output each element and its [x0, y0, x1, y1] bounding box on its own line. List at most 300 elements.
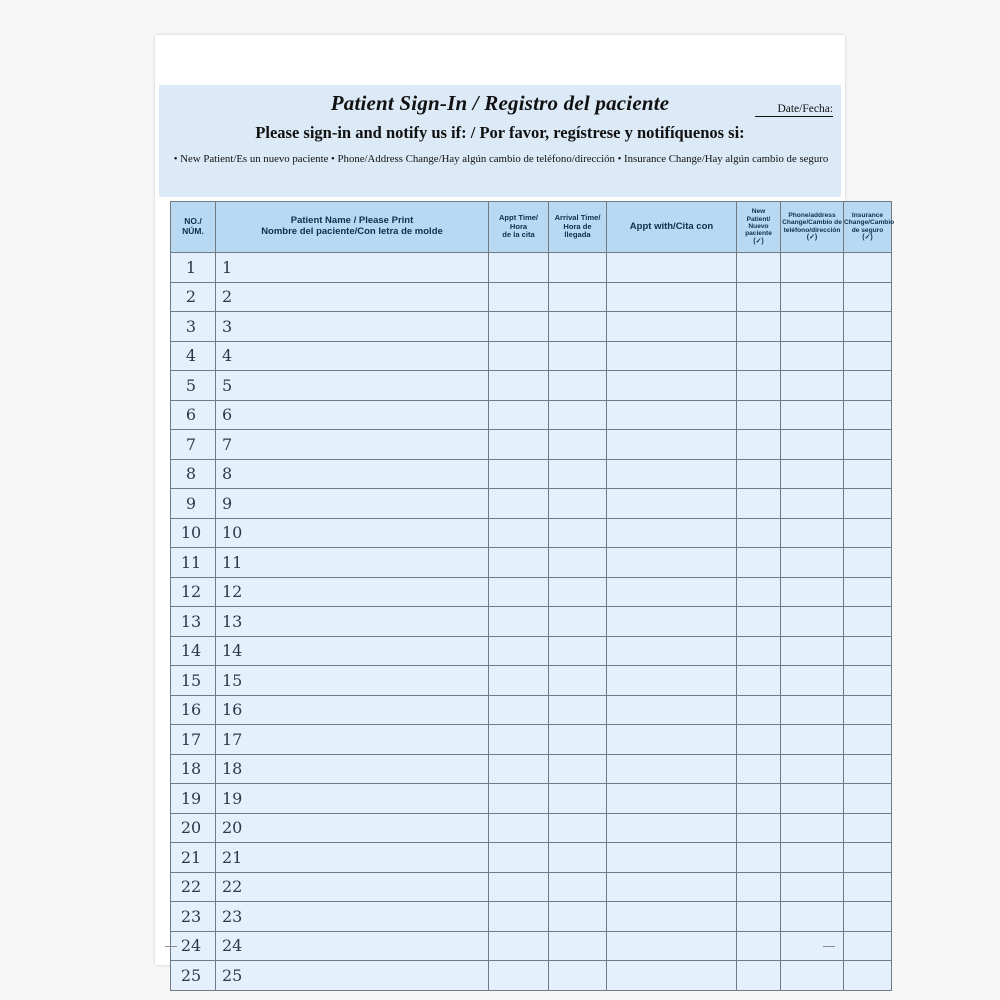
phone-address-change-checkbox-cell[interactable] [781, 695, 844, 725]
insurance-change-checkbox-cell[interactable] [844, 607, 892, 637]
appt-time-cell[interactable] [489, 636, 549, 666]
patient-name-cell[interactable] [216, 459, 489, 489]
new-patient-checkbox-cell[interactable] [737, 371, 781, 401]
patient-name-cell[interactable] [216, 400, 489, 430]
new-patient-checkbox-cell[interactable] [737, 459, 781, 489]
column-header-appt-time [489, 202, 549, 253]
appt-time-cell[interactable] [489, 931, 549, 961]
new-patient-checkbox-cell[interactable] [737, 577, 781, 607]
arrival-time-cell[interactable] [549, 548, 607, 578]
row-number-value: 21 [180, 847, 202, 867]
appt-with-cell[interactable] [607, 282, 737, 312]
title-row [159, 85, 841, 115]
phone-address-change-checkbox-cell[interactable] [781, 312, 844, 342]
phone-address-change-checkbox-cell[interactable] [781, 784, 844, 814]
patient-name-preprinted-number: 7 [222, 434, 233, 454]
appt-with-cell[interactable] [607, 607, 737, 637]
new-patient-checkbox-cell[interactable] [737, 341, 781, 371]
appt-time-cell[interactable] [489, 341, 549, 371]
row-number-value: 22 [180, 877, 202, 897]
new-patient-checkbox-cell[interactable] [737, 518, 781, 548]
patient-name-preprinted-number: 22 [222, 877, 243, 897]
patient-name-cell[interactable] [216, 312, 489, 342]
appt-time-cell[interactable] [489, 813, 549, 843]
date-label: Date/Fecha: [777, 103, 833, 115]
patient-name-cell[interactable] [216, 872, 489, 902]
column-header-new-patient-line3: Nuevo [748, 223, 769, 231]
column-header-appt-with: Appt with/Cita con [607, 202, 737, 253]
patient-name-cell[interactable] [216, 931, 489, 961]
column-header-new-patient-line2: Patient/ [746, 215, 771, 223]
row-number-value: 1 [185, 257, 197, 277]
appt-time-cell[interactable] [489, 459, 549, 489]
new-patient-checkbox-cell[interactable] [737, 666, 781, 696]
row-number-cell [171, 636, 216, 666]
row-number-cell [171, 459, 216, 489]
patient-name-cell[interactable] [216, 548, 489, 578]
phone-address-change-checkbox-cell[interactable] [781, 489, 844, 519]
appt-time-cell[interactable] [489, 282, 549, 312]
checkmark-glyph-new-patient: (✓) [753, 237, 764, 245]
row-number-cell [171, 725, 216, 755]
new-patient-checkbox-cell[interactable] [737, 725, 781, 755]
table-row [171, 607, 892, 637]
patient-name-preprinted-number: 15 [222, 670, 243, 690]
arrival-time-cell[interactable] [549, 902, 607, 932]
insurance-change-checkbox-cell[interactable] [844, 282, 892, 312]
patient-name-preprinted-number: 14 [222, 641, 243, 661]
table-row [171, 548, 892, 578]
column-header-appt-time-line1: Appt Time/ [498, 213, 539, 223]
arrival-time-cell[interactable] [549, 843, 607, 873]
table-body [171, 253, 892, 991]
phone-address-change-checkbox-cell[interactable] [781, 341, 844, 371]
appt-with-cell[interactable] [607, 371, 737, 401]
appt-time-cell[interactable] [489, 784, 549, 814]
row-number-value: 13 [180, 611, 202, 631]
sign-in-table [170, 201, 895, 991]
row-number-value: 24 [180, 936, 202, 956]
date-write-line[interactable] [755, 116, 833, 117]
phone-address-change-checkbox-cell[interactable] [781, 813, 844, 843]
arrival-time-cell[interactable] [549, 312, 607, 342]
patient-name-preprinted-number: 19 [222, 788, 243, 808]
new-patient-checkbox-cell[interactable] [737, 695, 781, 725]
new-patient-checkbox-cell[interactable] [737, 872, 781, 902]
appt-with-cell[interactable] [607, 902, 737, 932]
insurance-change-checkbox-cell[interactable] [844, 400, 892, 430]
patient-name-cell[interactable] [216, 577, 489, 607]
appt-time-cell[interactable] [489, 725, 549, 755]
phone-address-change-checkbox-cell[interactable] [781, 400, 844, 430]
column-header-appt-time-line2: Hora [509, 221, 528, 231]
patient-name-preprinted-number: 25 [222, 965, 243, 985]
new-patient-checkbox-cell[interactable] [737, 312, 781, 342]
row-number-cell [171, 371, 216, 401]
row-number-value: 6 [185, 405, 197, 425]
phone-address-change-checkbox-cell[interactable] [781, 666, 844, 696]
arrival-time-cell[interactable] [549, 754, 607, 784]
appt-with-cell[interactable] [607, 784, 737, 814]
appt-time-cell[interactable] [489, 489, 549, 519]
arrival-time-cell[interactable] [549, 636, 607, 666]
arrival-time-cell[interactable] [549, 813, 607, 843]
patient-name-preprinted-number: 11 [222, 552, 243, 572]
arrival-time-cell[interactable] [549, 725, 607, 755]
row-number-value: 5 [185, 375, 197, 395]
appt-time-cell[interactable] [489, 961, 549, 991]
appt-time-cell[interactable] [489, 430, 549, 460]
column-header-phone-line3: teléfono/dirección [783, 226, 841, 234]
insurance-change-checkbox-cell[interactable] [844, 518, 892, 548]
row-number-cell [171, 931, 216, 961]
checkmark-glyph-insurance: (✓) [862, 234, 873, 242]
appt-time-cell[interactable] [489, 518, 549, 548]
table-row [171, 931, 892, 961]
row-number-cell [171, 754, 216, 784]
appt-with-cell[interactable] [607, 813, 737, 843]
appt-time-cell[interactable] [489, 695, 549, 725]
column-header-arrival-time [549, 202, 607, 253]
appt-with-cell[interactable] [607, 754, 737, 784]
patient-name-cell[interactable] [216, 607, 489, 637]
table-row [171, 961, 892, 991]
insurance-change-checkbox-cell[interactable] [844, 459, 892, 489]
arrival-time-cell[interactable] [549, 371, 607, 401]
appt-with-cell[interactable] [607, 312, 737, 342]
checkmark-glyph-phone: (✓) [806, 234, 818, 242]
patient-name-cell[interactable] [216, 371, 489, 401]
table-row [171, 843, 892, 873]
appt-time-cell[interactable] [489, 902, 549, 932]
table-row [171, 695, 892, 725]
row-number-value: 23 [180, 906, 202, 926]
appt-with-cell[interactable] [607, 459, 737, 489]
row-number-value: 16 [180, 700, 202, 720]
insurance-change-checkbox-cell[interactable] [844, 725, 892, 755]
new-patient-checkbox-cell[interactable] [737, 607, 781, 637]
crop-mark-right [823, 946, 835, 947]
column-header-arrival-time-line1: Arrival Time/ [554, 213, 601, 223]
appt-time-cell[interactable] [489, 872, 549, 902]
arrival-time-cell[interactable] [549, 695, 607, 725]
insurance-change-checkbox-cell[interactable] [844, 902, 892, 932]
column-header-insurance-line1: Insurance [851, 212, 884, 220]
column-header-insurance-line2: Change/Cambio [844, 219, 895, 227]
appt-with-cell[interactable] [607, 666, 737, 696]
phone-address-change-checkbox-cell[interactable] [781, 961, 844, 991]
phone-address-change-checkbox-cell[interactable] [781, 253, 844, 283]
patient-name-cell[interactable] [216, 430, 489, 460]
column-header-number-line2: NÚM. [182, 226, 204, 236]
insurance-change-checkbox-cell[interactable] [844, 961, 892, 991]
arrival-time-cell[interactable] [549, 577, 607, 607]
form-sheet [155, 35, 895, 985]
arrival-time-cell[interactable] [549, 666, 607, 696]
insurance-change-checkbox-cell[interactable] [844, 784, 892, 814]
appt-with-cell[interactable] [607, 577, 737, 607]
appt-with-cell[interactable] [607, 253, 737, 283]
patient-name-preprinted-number: 12 [222, 582, 243, 602]
row-number-value: 8 [185, 464, 197, 484]
column-header-patient-name-line2: Nombre del paciente/Con letra de molde [261, 226, 443, 237]
appt-with-cell[interactable] [607, 636, 737, 666]
patient-name-cell[interactable] [216, 282, 489, 312]
arrival-time-cell[interactable] [549, 784, 607, 814]
appt-time-cell[interactable] [489, 548, 549, 578]
insurance-change-checkbox-cell[interactable] [844, 253, 892, 283]
insurance-change-checkbox-cell[interactable] [844, 636, 892, 666]
appt-time-cell[interactable] [489, 371, 549, 401]
row-number-cell [171, 666, 216, 696]
patient-name-preprinted-number: 6 [222, 405, 233, 425]
new-patient-checkbox-cell[interactable] [737, 961, 781, 991]
appt-with-cell[interactable] [607, 961, 737, 991]
patient-name-cell[interactable] [216, 341, 489, 371]
row-number-cell [171, 872, 216, 902]
new-patient-checkbox-cell[interactable] [737, 902, 781, 932]
appt-with-cell[interactable] [607, 400, 737, 430]
appt-time-cell[interactable] [489, 607, 549, 637]
patient-name-preprinted-number: 20 [222, 818, 243, 838]
appt-time-cell[interactable] [489, 754, 549, 784]
phone-address-change-checkbox-cell[interactable] [781, 282, 844, 312]
appt-with-cell[interactable] [607, 341, 737, 371]
insurance-change-checkbox-cell[interactable] [844, 843, 892, 873]
appt-time-cell[interactable] [489, 666, 549, 696]
row-number-value: 18 [180, 759, 202, 779]
row-number-cell [171, 607, 216, 637]
phone-address-change-checkbox-cell[interactable] [781, 902, 844, 932]
appt-with-cell[interactable] [607, 430, 737, 460]
arrival-time-cell[interactable] [549, 341, 607, 371]
appt-time-cell[interactable] [489, 312, 549, 342]
column-header-insurance-change [844, 202, 895, 253]
patient-name-preprinted-number: 9 [222, 493, 233, 513]
patient-name-preprinted-number: 4 [222, 346, 233, 366]
insurance-change-checkbox-cell[interactable] [844, 577, 892, 607]
row-number-cell [171, 253, 216, 283]
form-subtitle: Please sign-in and notify us if: / Por favor, regístrese y notifíquenos si: [255, 123, 745, 142]
row-number-value: 20 [180, 818, 202, 838]
insurance-change-checkbox-cell[interactable] [844, 813, 892, 843]
patient-name-cell[interactable] [216, 636, 489, 666]
patient-name-cell[interactable] [216, 961, 489, 991]
phone-address-change-checkbox-cell[interactable] [781, 607, 844, 637]
new-patient-checkbox-cell[interactable] [737, 636, 781, 666]
arrival-time-cell[interactable] [549, 872, 607, 902]
phone-address-change-checkbox-cell[interactable] [781, 430, 844, 460]
row-number-cell [171, 312, 216, 342]
appt-with-cell[interactable] [607, 518, 737, 548]
appt-with-cell[interactable] [607, 695, 737, 725]
arrival-time-cell[interactable] [549, 430, 607, 460]
column-header-phone-line2: Change/Cambio de [782, 219, 842, 227]
phone-address-change-checkbox-cell[interactable] [781, 754, 844, 784]
patient-name-preprinted-number: 5 [222, 375, 233, 395]
insurance-change-checkbox-cell[interactable] [844, 430, 892, 460]
table-row [171, 489, 892, 519]
insurance-change-checkbox-cell[interactable] [844, 548, 892, 578]
insurance-change-checkbox-cell[interactable] [844, 341, 892, 371]
phone-address-change-checkbox-cell[interactable] [781, 459, 844, 489]
row-number-cell [171, 548, 216, 578]
arrival-time-cell[interactable] [549, 931, 607, 961]
patient-name-cell[interactable] [216, 902, 489, 932]
appt-with-cell[interactable] [607, 548, 737, 578]
appt-time-cell[interactable] [489, 400, 549, 430]
row-number-cell [171, 961, 216, 991]
arrival-time-cell[interactable] [549, 253, 607, 283]
phone-address-change-checkbox-cell[interactable] [781, 518, 844, 548]
arrival-time-cell[interactable] [549, 282, 607, 312]
phone-address-change-checkbox-cell[interactable] [781, 843, 844, 873]
table-row [171, 282, 892, 312]
new-patient-checkbox-cell[interactable] [737, 931, 781, 961]
column-header-number [171, 202, 216, 253]
appt-with-cell[interactable] [607, 843, 737, 873]
column-header-arrival-time-line2: Hora de [563, 221, 592, 231]
row-number-cell [171, 577, 216, 607]
table-row [171, 400, 892, 430]
patient-name-preprinted-number: 13 [222, 611, 243, 631]
row-number-value: 2 [185, 287, 197, 307]
row-number-cell [171, 341, 216, 371]
row-number-cell [171, 902, 216, 932]
table-row [171, 371, 892, 401]
insurance-change-checkbox-cell[interactable] [844, 695, 892, 725]
appt-with-cell[interactable] [607, 931, 737, 961]
table-row [171, 459, 892, 489]
new-patient-checkbox-cell[interactable] [737, 282, 781, 312]
table-row [171, 636, 892, 666]
row-number-cell [171, 430, 216, 460]
new-patient-checkbox-cell[interactable] [737, 754, 781, 784]
new-patient-checkbox-cell[interactable] [737, 813, 781, 843]
arrival-time-cell[interactable] [549, 961, 607, 991]
page-title: Patient Sign-In / Registro del paciente [330, 91, 670, 115]
patient-name-cell[interactable] [216, 754, 489, 784]
table-row [171, 577, 892, 607]
arrival-time-cell[interactable] [549, 459, 607, 489]
phone-address-change-checkbox-cell[interactable] [781, 548, 844, 578]
patient-name-preprinted-number: 18 [222, 759, 243, 779]
insurance-change-checkbox-cell[interactable] [844, 931, 892, 961]
column-header-appt-time-line3: de la cita [502, 230, 535, 240]
column-header-patient-name [216, 202, 489, 253]
patient-name-preprinted-number: 3 [222, 316, 233, 336]
appt-with-cell[interactable] [607, 872, 737, 902]
new-patient-checkbox-cell[interactable] [737, 489, 781, 519]
row-number-value: 10 [180, 523, 202, 543]
column-header-arrival-time-line3: llegada [564, 230, 591, 240]
phone-address-change-checkbox-cell[interactable] [781, 725, 844, 755]
arrival-time-cell[interactable] [549, 400, 607, 430]
patient-name-cell[interactable] [216, 843, 489, 873]
arrival-time-cell[interactable] [549, 607, 607, 637]
patient-name-cell[interactable] [216, 725, 489, 755]
new-patient-checkbox-cell[interactable] [737, 843, 781, 873]
column-header-patient-name-line1: Patient Name / Please Print [290, 215, 414, 227]
insurance-change-checkbox-cell[interactable] [844, 754, 892, 784]
column-header-new-patient-line4: paciente [745, 230, 772, 238]
patient-name-cell[interactable] [216, 784, 489, 814]
table-row [171, 784, 892, 814]
patient-name-cell[interactable] [216, 666, 489, 696]
patient-name-cell[interactable] [216, 489, 489, 519]
patient-name-preprinted-number: 17 [222, 729, 243, 749]
phone-address-change-checkbox-cell[interactable] [781, 577, 844, 607]
new-patient-checkbox-cell[interactable] [737, 784, 781, 814]
arrival-time-cell[interactable] [549, 489, 607, 519]
row-number-value: 15 [180, 670, 202, 690]
phone-address-change-checkbox-cell[interactable] [781, 636, 844, 666]
row-number-cell [171, 695, 216, 725]
row-number-value: 17 [180, 729, 202, 749]
row-number-cell [171, 843, 216, 873]
insurance-change-checkbox-cell[interactable] [844, 489, 892, 519]
row-number-cell [171, 518, 216, 548]
table-row [171, 518, 892, 548]
table-row [171, 430, 892, 460]
appt-time-cell[interactable] [489, 843, 549, 873]
table-row [171, 666, 892, 696]
appt-time-cell[interactable] [489, 577, 549, 607]
new-patient-checkbox-cell[interactable] [737, 548, 781, 578]
column-header-insurance-line3: de seguro [851, 226, 884, 234]
new-patient-checkbox-cell[interactable] [737, 253, 781, 283]
table-row [171, 813, 892, 843]
new-patient-checkbox-cell[interactable] [737, 400, 781, 430]
column-header-new-patient-line1: New [751, 208, 766, 216]
appt-with-cell[interactable] [607, 725, 737, 755]
row-number-value: 25 [180, 965, 202, 985]
table-row [171, 341, 892, 371]
patient-name-cell[interactable] [216, 695, 489, 725]
row-number-value: 4 [185, 346, 197, 366]
column-header-phone-address-change [781, 202, 844, 253]
table-row [171, 872, 892, 902]
row-number-value: 19 [180, 788, 202, 808]
phone-address-change-checkbox-cell[interactable] [781, 872, 844, 902]
patient-name-cell[interactable] [216, 813, 489, 843]
appt-time-cell[interactable] [489, 253, 549, 283]
row-number-value: 9 [185, 493, 197, 513]
new-patient-checkbox-cell[interactable] [737, 430, 781, 460]
phone-address-change-checkbox-cell[interactable] [781, 371, 844, 401]
table-row [171, 312, 892, 342]
row-number-cell [171, 813, 216, 843]
table-row [171, 902, 892, 932]
row-number-value: 7 [185, 434, 197, 454]
patient-name-cell[interactable] [216, 518, 489, 548]
insurance-change-checkbox-cell[interactable] [844, 666, 892, 696]
form-header [159, 85, 841, 197]
arrival-time-cell[interactable] [549, 518, 607, 548]
patient-name-preprinted-number: 24 [222, 936, 243, 956]
appt-with-cell[interactable] [607, 489, 737, 519]
patient-name-cell[interactable] [216, 253, 489, 283]
crop-mark-left [165, 946, 177, 947]
row-number-cell [171, 282, 216, 312]
table-row [171, 754, 892, 784]
insurance-change-checkbox-cell[interactable] [844, 312, 892, 342]
row-number-value: 12 [180, 582, 202, 602]
insurance-change-checkbox-cell[interactable] [844, 872, 892, 902]
insurance-change-checkbox-cell[interactable] [844, 371, 892, 401]
column-header-number-line1: NO./ [184, 216, 202, 227]
column-header-new-patient [737, 202, 781, 253]
